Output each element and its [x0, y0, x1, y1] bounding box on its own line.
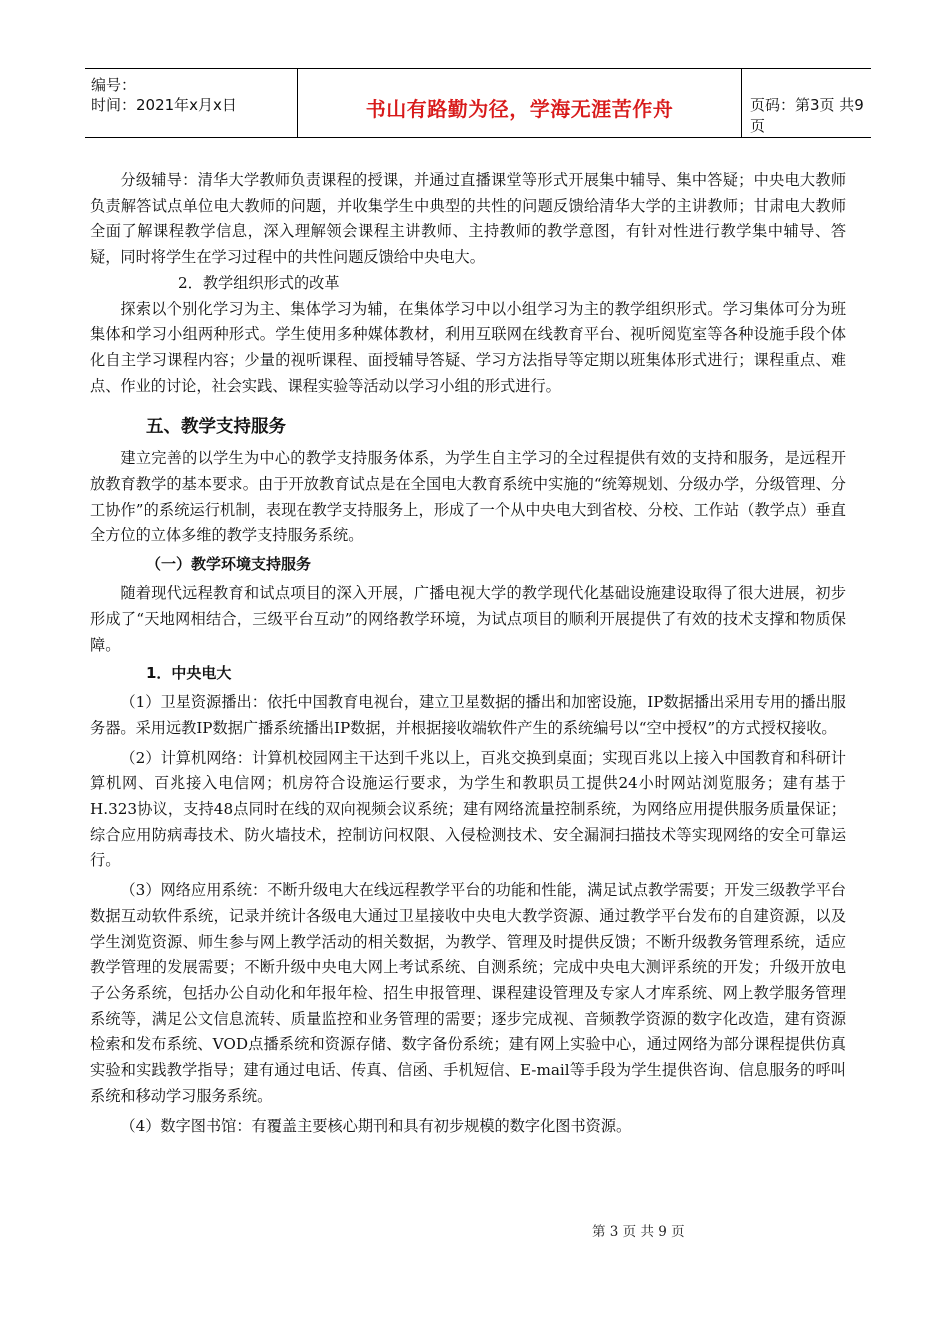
- header-center-cell: [297, 69, 742, 137]
- section-title-teaching-support: 五、教学支持服务: [146, 417, 286, 438]
- list-item-computer-network: （2）计算机网络：计算机校园网主干达到千兆以上，百兆交换到桌面；实现百兆以上接入中国教育和科研计算机网、百兆接入电信网；机房符合设施运行要求，为学生和教职员工提供24小时网站浏览服务；建有基于H.323协议，支持48点同时在线的双向视频会议系统；建有网络流量控制系统，为网络应用提供服务质量保证；综合应用防病毒技术、防火墙技术，控制访问权限、入侵检测技术、安全漏洞扫描技术等实现网络的安全可靠运行。: [90, 748, 846, 870]
- heading-teaching-organization-reform: 2．教学组织形式的改革: [178, 273, 340, 292]
- page-footer: 第 3 页 共 9 页: [592, 1224, 685, 1240]
- document-date-label: 时间：2021年x月x日: [91, 96, 237, 114]
- paragraph-support-system: 建立完善的以学生为中心的教学支持服务体系，为学生自主学习的全过程提供有效的支持和服务，是远程开放教育教学的基本要求。由于开放教育试点是在全国电大教育系统中实施的“统筹规划、分级办学，分级管理、分工协作”的系统运行机制，表现在教学支持服务上，形成了一个从中央电大到省校、分校、工作站（教学点）垂直全方位的立体多维的教学支持服务系统。: [90, 449, 846, 545]
- paragraph-organization-form: 探索以个别化学习为主、集体学习为辅，在集体学习中以小组学习为主的教学组织形式。学习集体可分为班集体和学习小组两种形式。学生使用多种媒体教材，利用互联网在线教育平台、视听阅览室等各种设施手段个体化自主学习课程内容；少量的视听课程、面授辅导答疑、学习方法指导等定期以班集体形式进行；课程重点、难点、作业的讨论，社会实践、课程实验等活动以学习小组的形式进行。: [90, 299, 846, 395]
- header-page-number: 页码：第3页 共9页: [750, 96, 864, 135]
- header-right-cell: [742, 69, 871, 137]
- page-header: [85, 68, 871, 138]
- list-item-network-applications: （3）网络应用系统：不断升级电大在线远程教学平台的功能和性能，满足试点教学需要；开发三级教学平台数据互动软件系统，记录并统计各级电大通过卫星接收中央电大教学资源、通过教学平台发布的自建资源，以及学生浏览资源、师生参与网上教学活动的相关数据，为教学、管理及时提供反馈；不断升级教务管理系统，适应教学管理的发展需要；不断升级中央电大网上考试系统、自测系统；完成中央电大测评系统的开发；升级开放电子公务系统，包括办公自动化和年报年检、招生申报管理、课程建设管理及专家人才库系统、网上教学服务管理系统等，满足公文信息流转、质量监控和业务管理的需要；逐步完成视、音频教学资源的数字化改造，建有资源检索和发布系统、VOD点播系统和资源存储、数字备份系统；建有网上实验中心，通过网络为部分课程提供仿真实验和实践教学指导；建有通过电话、传真、信函、手机短信、E-mail等手段为学生提供咨询、信息服务的呼叫系统和移动学习服务系统。: [90, 881, 846, 1105]
- header-left-cell: [85, 69, 297, 137]
- list-item-digital-library: （4）数字图书馆：有覆盖主要核心期刊和具有初步规模的数字化图书资源。: [120, 1116, 632, 1135]
- document-body: [90, 168, 846, 1139]
- header-motto: 书山有路勤为径，学海无涯苦作舟: [365, 97, 674, 121]
- paragraph-tiered-tutoring: 分级辅导：清华大学教师负责课程的授课，并通过直播课堂等形式开展集中辅导、集中答疑；中央电大教师负责解答试点单位电大教师的问题，并收集学生中典型的共性的问题反馈给清华大学的主讲教师；甘肃电大教师全面了解课程教学信息，深入理解领会课程主讲教师、主持教师的教学意图，有针对性进行教学集中辅导、答疑，同时将学生在学习过程中的共性问题反馈给中央电大。: [90, 171, 846, 267]
- subsubsection-title-central-rtvu: 1．中央电大: [146, 664, 232, 683]
- document-number-label: 编号：: [91, 76, 137, 94]
- paragraph-infrastructure: 随着现代远程教育和试点项目的深入开展，广播电视大学的教学现代化基础设施建设取得了很大进展，初步形成了“天地网相结合，三级平台互动”的网络教学环境，为试点项目的顺利开展提供了有效的技术支撑和物质保障。: [90, 584, 846, 654]
- list-item-satellite-broadcast: （1）卫星资源播出：依托中国教育电视台，建立卫星数据的播出和加密设施，IP数据播出采用专用的播出服务器。采用远教IP数据广播系统播出IP数据，并根据接收端软件产生的系统编号以“空中授权”的方式授权接收。: [90, 693, 846, 737]
- subsection-title-environment-support: （一）教学环境支持服务: [146, 555, 312, 574]
